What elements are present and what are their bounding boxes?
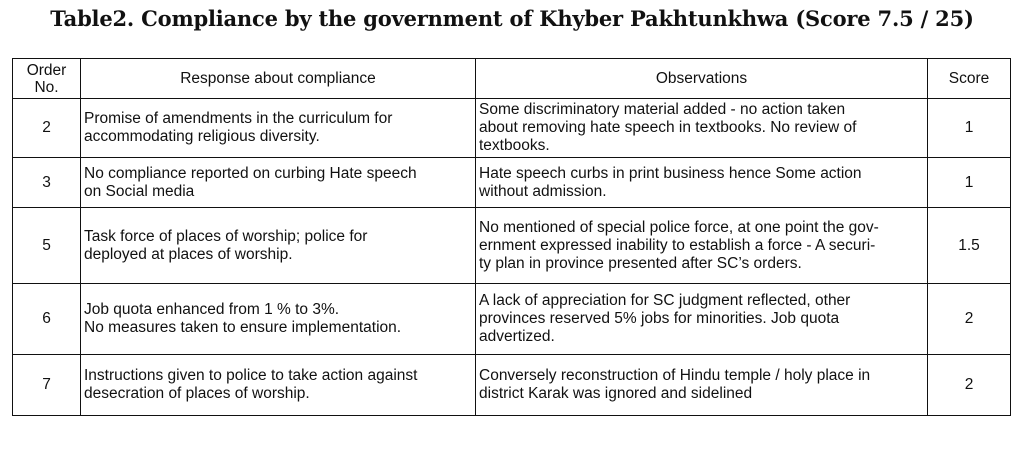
table-row (13, 208, 1011, 284)
order-cell: 3 (13, 158, 81, 208)
observations-cell: Some discriminatory material added - no action taken about removing hate speech in textbooks. No review of textbooks. (476, 99, 928, 158)
header-order-no: Order No. (13, 59, 81, 99)
response-cell: Instructions given to police to take action against desecration of places of worship. (81, 355, 476, 416)
table-header-row (13, 59, 1011, 99)
table-title: Table2. Compliance by the government of Khyber Pakhtunkhwa (Score 7.5 / 25) (50, 6, 974, 31)
table-row (13, 284, 1011, 355)
compliance-table (12, 58, 1011, 416)
score-cell: 1 (928, 99, 1011, 158)
observations-cell: Hate speech curbs in print business hence Some action without admission. (476, 158, 928, 208)
table-row (13, 158, 1011, 208)
response-cell: No compliance reported on curbing Hate speech on Social media (81, 158, 476, 208)
score-cell: 1 (928, 158, 1011, 208)
table-row (13, 99, 1011, 158)
order-cell: 2 (13, 99, 81, 158)
observations-cell: Conversely reconstruction of Hindu temple / holy place in district Karak was ignored and sidelined (476, 355, 928, 416)
header-score: Score (928, 59, 1011, 99)
response-cell: Promise of amendments in the curriculum for accommodating religious diversity. (81, 99, 476, 158)
score-cell: 2 (928, 355, 1011, 416)
score-cell: 2 (928, 284, 1011, 355)
order-cell: 6 (13, 284, 81, 355)
header-observations: Observations (476, 59, 928, 99)
score-cell: 1.5 (928, 208, 1011, 284)
header-response: Response about compliance (81, 59, 476, 99)
response-cell: Job quota enhanced from 1 % to 3%. No measures taken to ensure implementation. (81, 284, 476, 355)
observations-cell: No mentioned of special police force, at one point the gov- ernment expressed inability to establish a force - A securi- ty plan in province presented after SC’s orders. (476, 208, 928, 284)
order-cell: 7 (13, 355, 81, 416)
response-cell: Task force of places of worship; police for deployed at places of worship. (81, 208, 476, 284)
table-row (13, 355, 1011, 416)
order-cell: 5 (13, 208, 81, 284)
observations-cell: A lack of appreciation for SC judgment reflected, other provinces reserved 5% jobs for minorities. Job quota advertized. (476, 284, 928, 355)
